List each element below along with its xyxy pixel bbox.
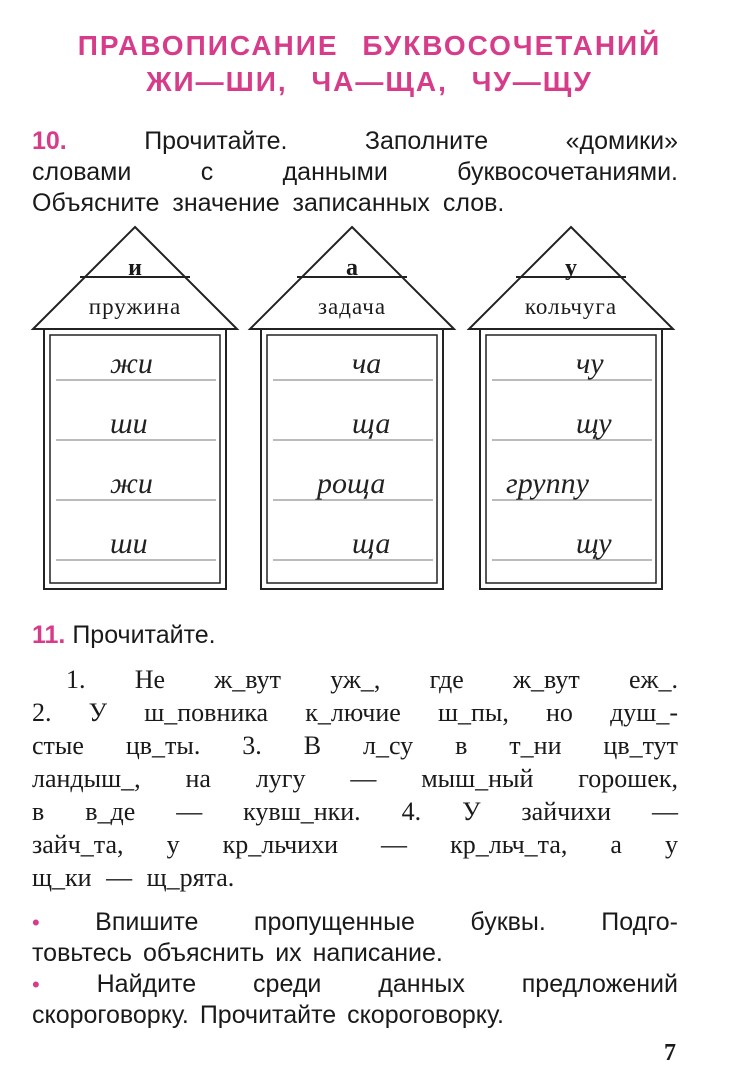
page-title-line-1: ПРАВОПИСАНИЕ БУКВОСОЧЕТАНИЙ [77, 30, 662, 61]
task-1-line-1 [32, 907, 678, 938]
bullet-dot-icon: • [32, 972, 40, 997]
exercise-11-number: 11. [32, 621, 66, 649]
exercise-11-heading [32, 620, 678, 651]
house-a-cell-2[interactable]: ща [352, 407, 391, 440]
exercise-11-text [32, 663, 678, 894]
exercise-10-line-1 [32, 126, 678, 157]
task-2-line-1 [32, 969, 678, 1000]
exercise-11-line-2: 2. У ш_повника к_лючие ш_пы, но душ_- [32, 698, 678, 727]
exercise-11-line-7: щ_ки — щ_рята. [32, 863, 235, 892]
house-a-cell-3[interactable]: роща [317, 467, 386, 500]
house-a-cell-1[interactable]: ча [352, 347, 382, 380]
exercise-10-line-1-text: Прочитайте. Заполните «домики» [144, 127, 678, 155]
house-u-cell-2[interactable]: щу [576, 407, 612, 440]
exercise-11-line-6: зайч_та, у кр_льчихи — кр_льч_та, а у [32, 830, 678, 859]
house-i-cell-1[interactable]: жи [110, 347, 153, 380]
task-list [32, 907, 678, 1031]
exercise-11-line-3: стые цв_ты. 3. В л_су в т_ни цв_тут [32, 731, 678, 760]
page-number: 7 [664, 1040, 676, 1066]
bullet-dot-icon: • [32, 910, 40, 935]
house-i-cell-4[interactable]: ши [110, 527, 148, 560]
task-2-line-2: скороговорку. Прочитайте скороговорку. [32, 1001, 504, 1029]
task-1-line-2: товьтесь объяснить их написание. [32, 939, 443, 967]
house-i [30, 225, 240, 595]
house-i-cell-2[interactable]: ши [110, 407, 148, 440]
task-1-line-1-text: Впишите пропущенные буквы. Подго- [95, 908, 678, 936]
house-u [466, 225, 676, 595]
exercise-10-line-2: словами с данными буквосочетаниями. [32, 158, 678, 186]
task-2-line-1-text: Найдите среди данных предложений [96, 970, 678, 998]
house-a-cell-4[interactable]: ща [352, 527, 391, 560]
exercise-11-line-1: 1. Не ж_вут уж_, где ж_вут еж_. [66, 665, 678, 694]
house-u-word: кольчуга [524, 294, 618, 319]
house-a-roof-letter: а [346, 255, 358, 281]
exercise-10-line-3: Объясните значение записанных слов. [32, 189, 505, 217]
page-title-line-2: ЖИ—ШИ, ЧА—ЩА, ЧУ—ЩУ [146, 66, 593, 97]
house-i-cell-3[interactable]: жи [110, 467, 153, 500]
exercise-10-number: 10. [32, 127, 67, 155]
house-u-cell-4[interactable]: щу [576, 527, 612, 560]
exercise-10-text [32, 126, 678, 219]
house-i-word: пружина [88, 294, 182, 319]
house-u-roof-letter: у [565, 255, 577, 281]
house-i-roof-letter: и [128, 255, 142, 281]
exercise-11-instruction: Прочитайте. [72, 621, 216, 649]
house-a [247, 225, 457, 595]
exercise-11-line-5: в в_де — кувш_нки. 4. У зайчихи — [32, 797, 678, 826]
exercise-11-line-4: ландыш_, на лугу — мыш_ный горошек, [32, 764, 678, 793]
house-a-word: задача [317, 294, 387, 319]
house-u-cell-3[interactable]: группу [506, 467, 589, 500]
house-u-cell-1[interactable]: чу [576, 347, 604, 380]
